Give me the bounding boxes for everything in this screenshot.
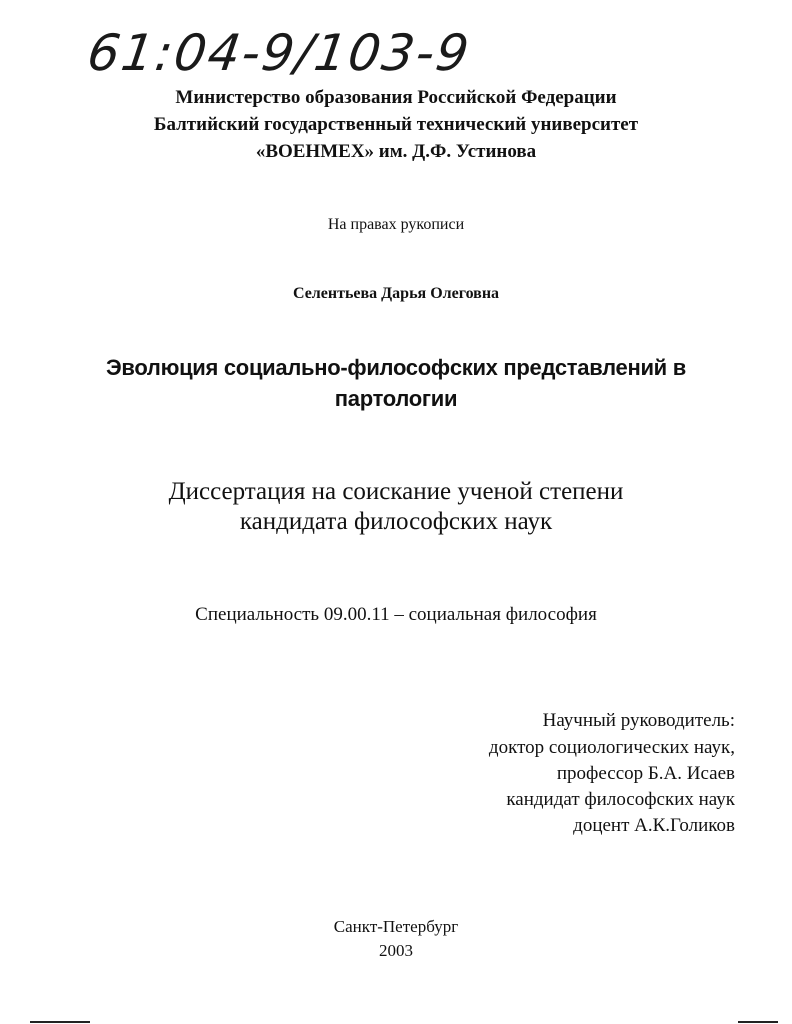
handwritten-catalog-number: 61:04-9/103-9 xyxy=(83,24,475,82)
scan-edge-mark-left xyxy=(30,1021,90,1023)
co-advisor-degree: кандидат философских наук xyxy=(506,789,735,810)
author-name: Селентьева Дарья Олеговна xyxy=(292,285,500,302)
specialty: Специальность 09.00.11 – социальная философия xyxy=(195,604,597,625)
dissertation-line-1: Диссертация на соискание ученой степени xyxy=(168,478,624,505)
dissertation-line-2: кандидата философских наук xyxy=(239,508,553,535)
scan-edge-mark-right xyxy=(738,1021,778,1023)
thesis-title-line-2: партологии xyxy=(334,386,458,411)
institution-ministry: Министерство образования Российской Федерации xyxy=(175,87,617,108)
footer-city: Санкт-Петербург xyxy=(333,917,459,936)
institution-name: «ВОЕНМЕХ» им. Д.Ф. Устинова xyxy=(255,141,537,162)
institution-university: Балтийский государственный технический университет xyxy=(153,114,639,135)
thesis-title-line-1: Эволюция социально-философских представлений в xyxy=(106,355,686,380)
advisor-degree: доктор социологических наук, xyxy=(488,737,735,758)
manuscript-note: На правах рукописи xyxy=(327,216,465,233)
advisor-heading: Научный руководитель: xyxy=(542,710,735,731)
footer-year: 2003 xyxy=(379,941,413,960)
advisor-name: профессор Б.А. Исаев xyxy=(556,763,735,784)
co-advisor-name: доцент А.К.Голиков xyxy=(573,815,735,836)
